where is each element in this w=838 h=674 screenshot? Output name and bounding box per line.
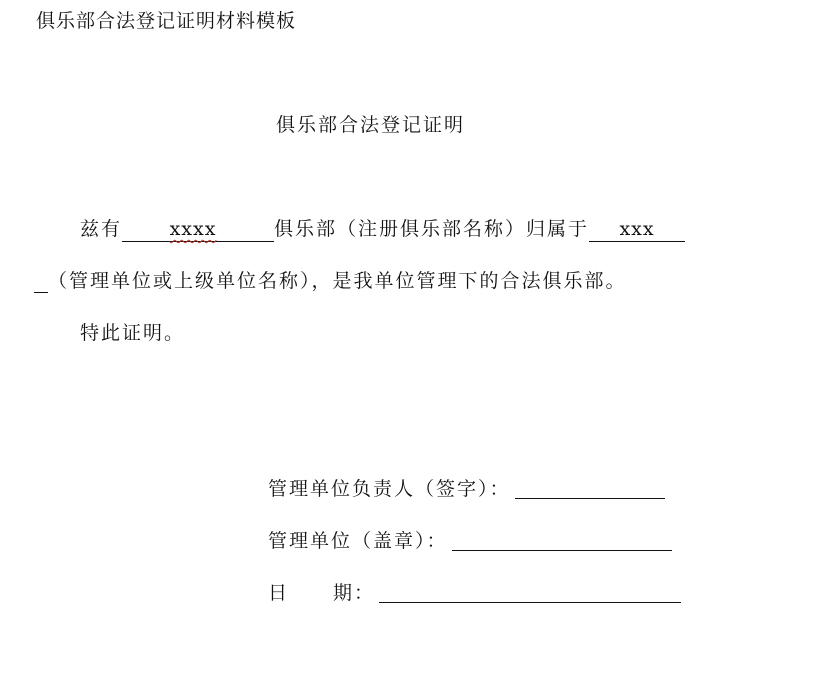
unit-seal-label: 管理单位（盖章）： bbox=[268, 530, 448, 552]
line1-prefix: 兹有 bbox=[80, 218, 123, 240]
leader-signature-label: 管理单位负责人（签字）： bbox=[268, 478, 511, 500]
org-name-value: xxx bbox=[619, 218, 655, 240]
club-name-value: xxxx bbox=[169, 218, 217, 240]
paragraph-line-3 bbox=[80, 318, 185, 345]
unit-seal-row bbox=[268, 526, 672, 553]
page-title: 俱乐部合法登记证明材料模板 bbox=[36, 10, 297, 32]
date-line[interactable] bbox=[379, 601, 681, 603]
paragraph-line-1 bbox=[80, 214, 685, 242]
leader-signature-row bbox=[268, 474, 665, 501]
date-row bbox=[268, 578, 681, 605]
org-name-field-continuation[interactable] bbox=[34, 292, 48, 293]
date-label-first: 日 bbox=[268, 582, 290, 604]
line2-text: （管理单位或上级单位名称），是我单位管理下的合法俱乐部。 bbox=[48, 270, 627, 292]
club-name-field[interactable] bbox=[122, 217, 274, 242]
org-name-field[interactable] bbox=[589, 217, 685, 242]
leader-signature-line[interactable] bbox=[515, 497, 665, 499]
line3-text: 特此证明。 bbox=[80, 322, 186, 344]
date-label-second: 期： bbox=[333, 582, 376, 604]
paragraph-line-2 bbox=[34, 266, 627, 293]
document-heading: 俱乐部合法登记证明 bbox=[276, 114, 466, 136]
unit-seal-line[interactable] bbox=[452, 549, 672, 551]
line1-middle: 俱乐部（注册俱乐部名称）归属于 bbox=[274, 218, 590, 240]
